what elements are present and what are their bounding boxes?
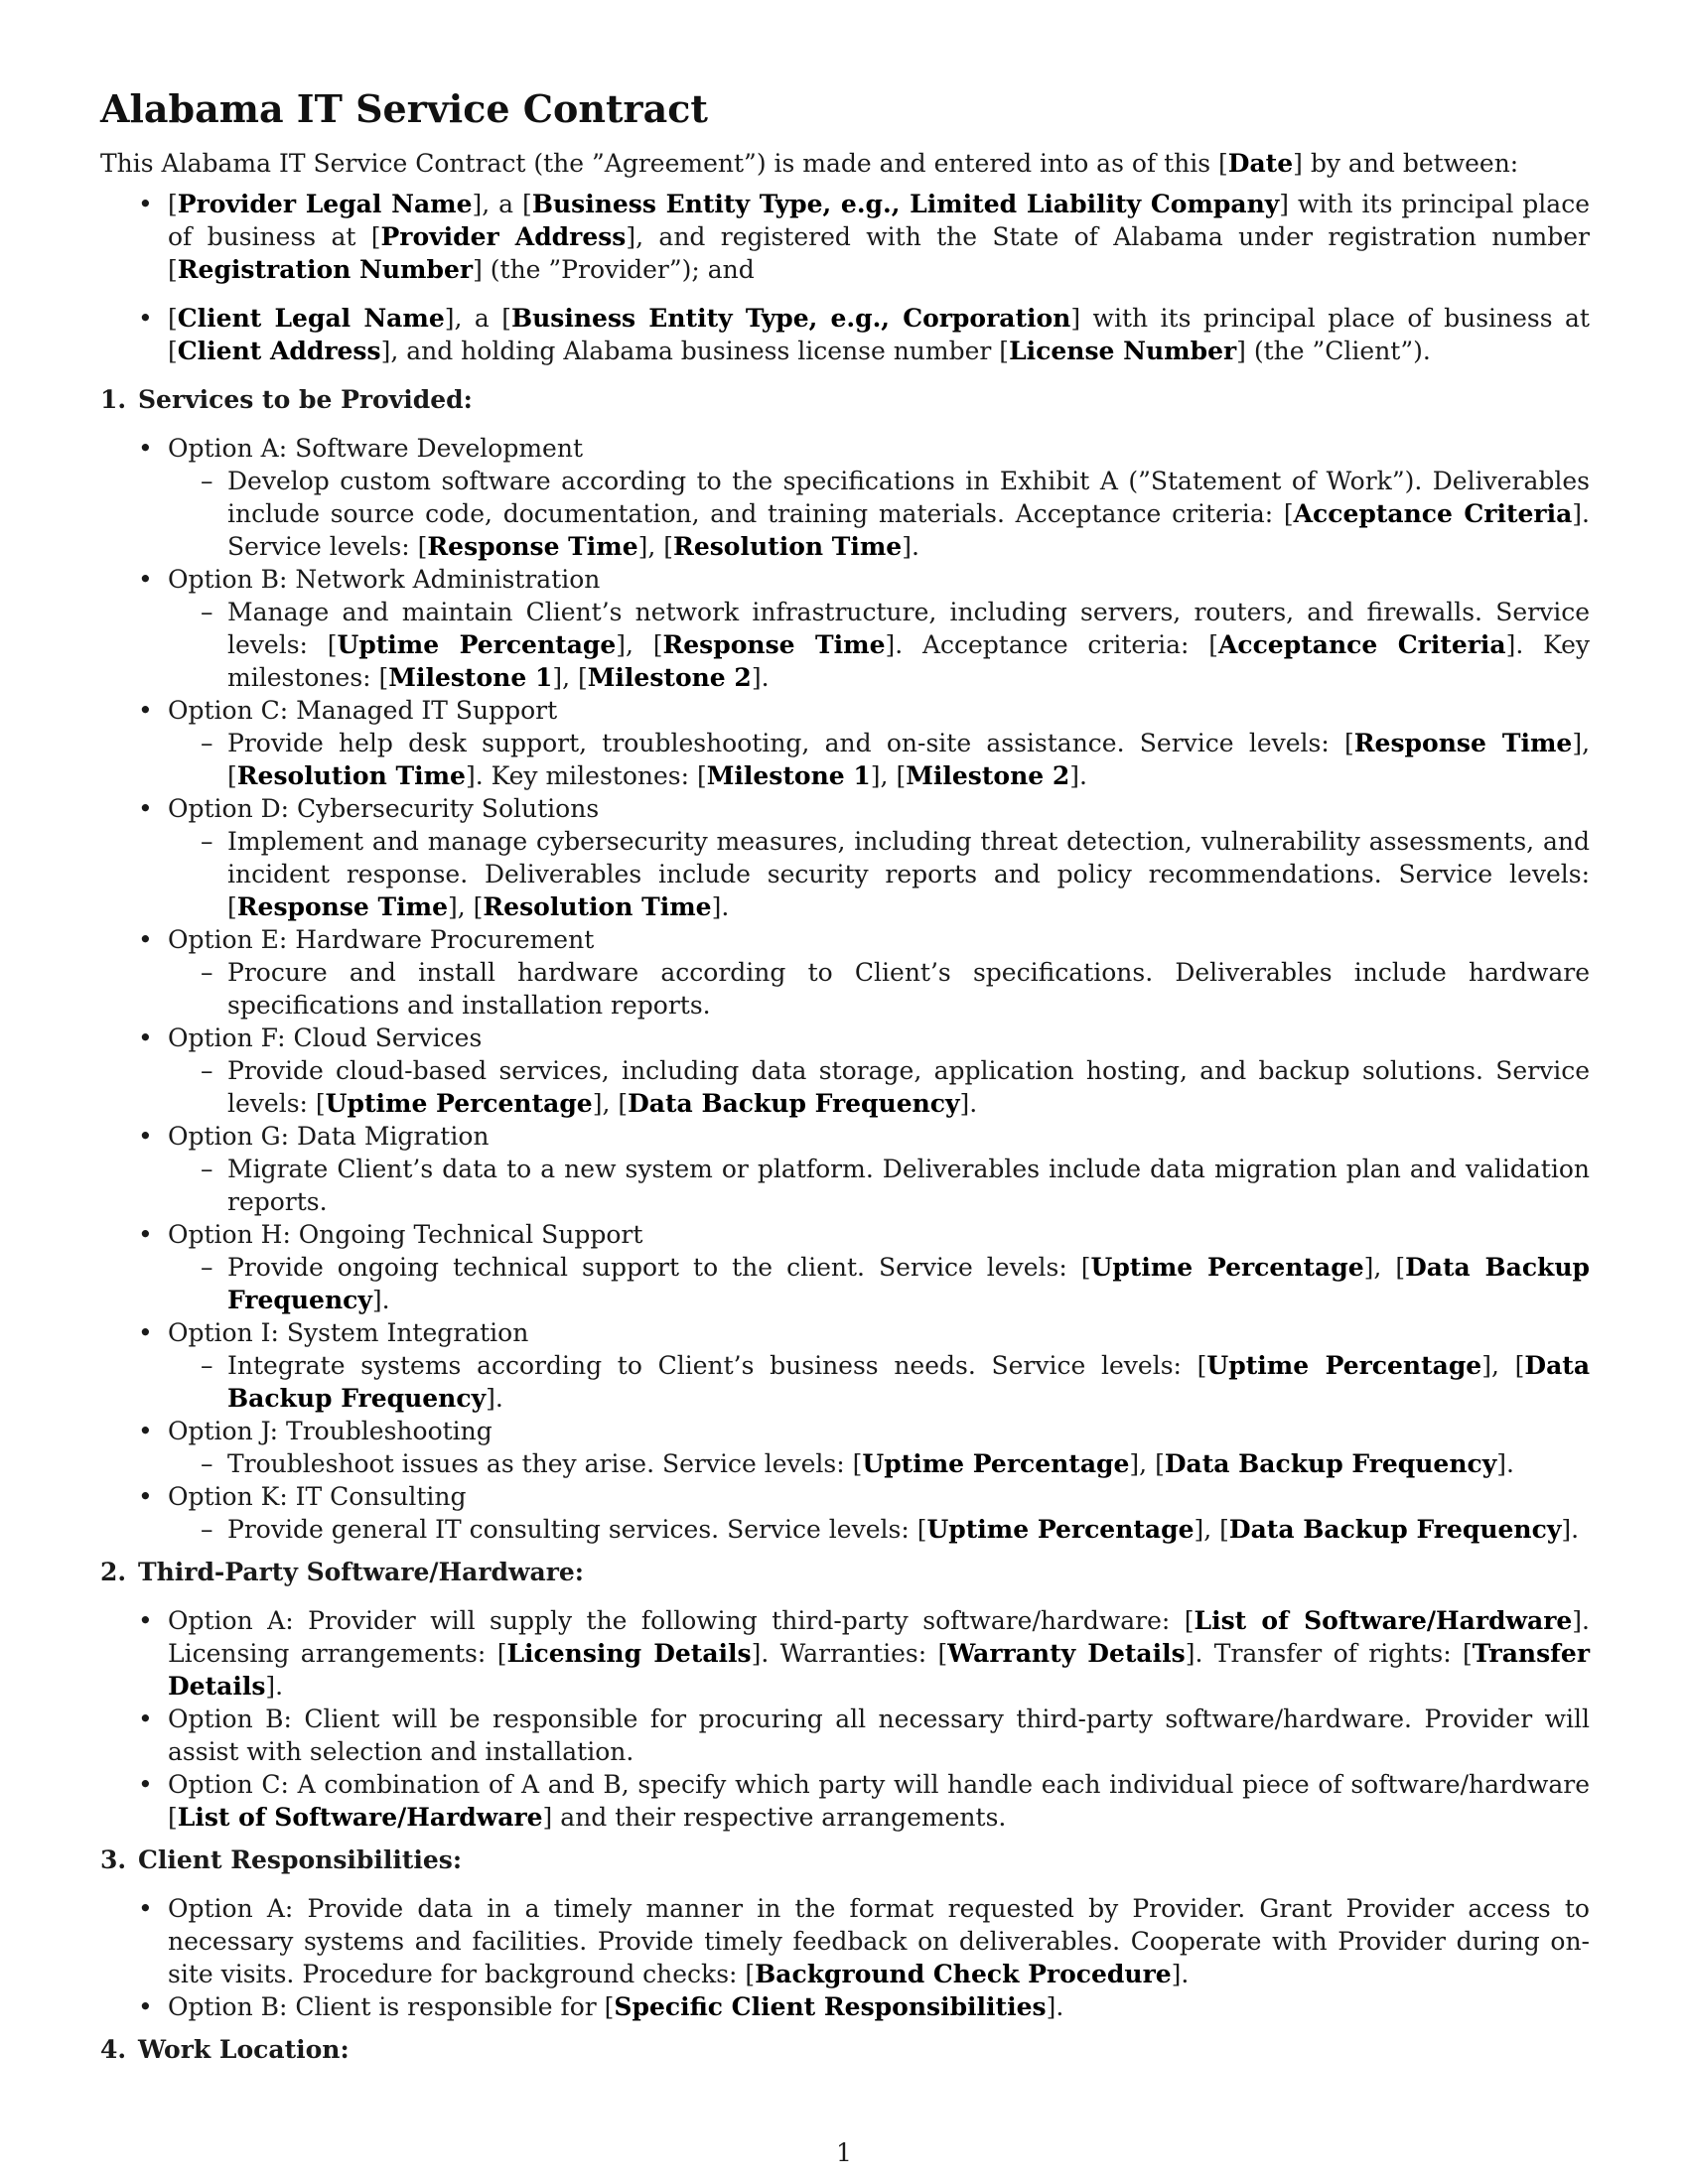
- section-heading-services: 1. Services to be Provided:: [100, 385, 473, 414]
- list-item: • Option C: Managed IT Support – Provide help desk support, troubleshooting, and on-site assistance. Service levels: [Response Time], [Resolution Time]. Key milestones: [Milestone 1], [Milestone 2].: [168, 694, 1590, 792]
- party-client: • [Client Legal Name], a [Business Entity Type, e.g., Corporation] with its principal place of business at [Client Address], and holding Alabama business license number [License Number] (the ”Client”).: [168, 302, 1590, 367]
- option-description: – Manage and maintain Client’s network infrastructure, including servers, routers, and firewalls. Service levels: [Uptime Percentage], [Response Time]. Acceptance criteria: [Acceptance Criteria]. Key milestones: [Milestone 1], [Milestone 2].: [227, 596, 1590, 694]
- list-item: • Option A: Software Development – Develop custom software according to the specifications in Exhibit A (”Statement of Work”). Deliverables include source code, documentation, and training materials. Acceptance criteria: [Acceptance Criteria]. Service levels: [Response Time], [Resolution Time].: [168, 432, 1590, 563]
- list-item: • Option I: System Integration – Integrate systems according to Client’s business needs. Service levels: [Uptime Percentage], [Data Backup Frequency].: [168, 1316, 1590, 1415]
- section-heading-client-responsibilities: 3. Client Responsibilities:: [100, 1845, 463, 1874]
- option-description: – Troubleshoot issues as they arise. Service levels: [Uptime Percentage], [Data Backup Frequency].: [227, 1447, 1590, 1480]
- page-number: 1: [836, 2138, 852, 2167]
- list-item: • Option B: Client will be responsible for procuring all necessary third-party software/hardware. Provider will assist with selection and installation.: [168, 1703, 1590, 1768]
- option-description: – Implement and manage cybersecurity measures, including threat detection, vulnerability assessments, and incident response. Deliverables include security reports and policy recommendations. Service levels: [Response Time], [Resolution Time].: [227, 825, 1590, 923]
- option-description: – Provide general IT consulting services. Service levels: [Uptime Percentage], [Data Backup Frequency].: [227, 1513, 1590, 1546]
- option-description: – Develop custom software according to the specifications in Exhibit A (”Statement of Work”). Deliverables include source code, documentation, and training materials. Acceptance criteria: [Acceptance Criteria]. Service levels: [Response Time], [Resolution Time].: [227, 465, 1590, 563]
- page-title: Alabama IT Service Contract: [100, 86, 708, 131]
- list-item: • Option C: A combination of A and B, specify which party will handle each individual piece of software/hardware [List of Software/Hardware] and their respective arrangements.: [168, 1768, 1590, 1834]
- list-item: • Option F: Cloud Services – Provide cloud-based services, including data storage, application hosting, and backup solutions. Service levels: [Uptime Percentage], [Data Backup Frequency].: [168, 1022, 1590, 1120]
- list-item: • Option E: Hardware Procurement – Procure and install hardware according to Client’s specifications. Deliverables include hardware specifications and installation reports.: [168, 923, 1590, 1022]
- list-item: • Option K: IT Consulting – Provide general IT consulting services. Service levels: [Uptime Percentage], [Data Backup Frequency].: [168, 1480, 1590, 1546]
- list-item: • Option B: Client is responsible for [Specific Client Responsibilities].: [168, 1990, 1590, 2023]
- services-options-list: [100, 432, 1590, 1546]
- parties-list: [100, 188, 1590, 367]
- list-item: • Option G: Data Migration – Migrate Client’s data to a new system or platform. Deliverables include data migration plan and validation reports.: [168, 1120, 1590, 1218]
- option-description: – Provide help desk support, troubleshooting, and on-site assistance. Service levels: [Response Time], [Resolution Time]. Key milestones: [Milestone 1], [Milestone 2].: [227, 727, 1590, 792]
- list-item: • Option A: Provider will supply the following third-party software/hardware: [List of Software/Hardware]. Licensing arrangements: [Licensing Details]. Warranties: [Warranty Details]. Transfer of rights: [Transfer Details].: [168, 1604, 1590, 1703]
- section-heading-third-party: 2. Third-Party Software/Hardware:: [100, 1558, 585, 1586]
- list-item: • Option A: Provide data in a timely manner in the format requested by Provider. Grant Provider access to necessary systems and facilities. Provide timely feedback on deliverables. Cooperate with Provider during on-site visits. Procedure for background checks: [Background Check Procedure].: [168, 1892, 1590, 1990]
- party-provider: • [Provider Legal Name], a [Business Entity Type, e.g., Limited Liability Company] with its principal place of business at [Provider Address], and registered with the State of Alabama under registration number [Registration Number] (the ”Provider”); and: [168, 188, 1590, 286]
- list-item: • Option H: Ongoing Technical Support – Provide ongoing technical support to the client. Service levels: [Uptime Percentage], [Data Backup Frequency].: [168, 1218, 1590, 1316]
- option-description: – Provide cloud-based services, including data storage, application hosting, and backup solutions. Service levels: [Uptime Percentage], [Data Backup Frequency].: [227, 1054, 1590, 1120]
- option-description: – Integrate systems according to Client’s business needs. Service levels: [Uptime Percentage], [Data Backup Frequency].: [227, 1349, 1590, 1415]
- option-description: – Provide ongoing technical support to the client. Service levels: [Uptime Percentage], [Data Backup Frequency].: [227, 1251, 1590, 1316]
- third-party-options-list: [100, 1604, 1590, 1834]
- contract-page: [100, 85, 1590, 2082]
- list-item: • Option J: Troubleshooting – Troubleshoot issues as they arise. Service levels: [Uptime Percentage], [Data Backup Frequency].: [168, 1415, 1590, 1480]
- list-item: • Option D: Cybersecurity Solutions – Implement and manage cybersecurity measures, including threat detection, vulnerability assessments, and incident response. Deliverables include security reports and policy recommendations. Service levels: [Response Time], [Resolution Time].: [168, 792, 1590, 923]
- section-heading-work-location: 4. Work Location:: [100, 2035, 350, 2064]
- list-item: • Option B: Network Administration – Manage and maintain Client’s network infrastructure, including servers, routers, and firewalls. Service levels: [Uptime Percentage], [Response Time]. Acceptance criteria: [Acceptance Criteria]. Key milestones: [Milestone 1], [Milestone 2].: [168, 563, 1590, 694]
- option-description: – Procure and install hardware according to Client’s specifications. Deliverables include hardware specifications and installation reports.: [227, 956, 1590, 1022]
- placeholder-date: Date: [1227, 149, 1294, 178]
- client-responsibilities-list: [100, 1892, 1590, 2023]
- option-description: – Migrate Client’s data to a new system or platform. Deliverables include data migration plan and validation reports.: [227, 1153, 1590, 1218]
- intro-paragraph: This Alabama IT Service Contract (the ”Agreement”) is made and entered into as of this [Date] by and between:: [100, 149, 1519, 178]
